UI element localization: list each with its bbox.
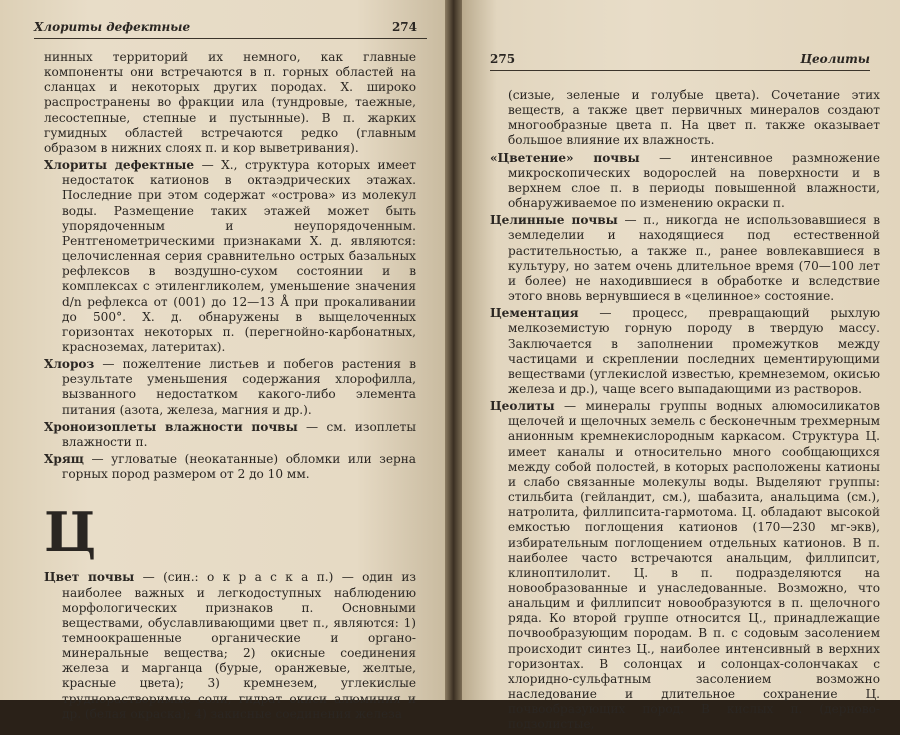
right-page-text [490,88,880,735]
entry-term: Хроноизоплеты влажности почвы [44,419,298,434]
right-running-title: Цеолиты [800,52,870,66]
dictionary-entry [44,158,416,355]
left-running-title: Хлориты дефектные [34,20,191,34]
right-page-header [490,48,870,71]
entry-term: Цеолиты [490,399,555,414]
left-page [0,0,445,721]
dictionary-entry [44,452,416,482]
entry-text: нинных территорий их немного, как главные компоненты они встречаются в п. горных областей на сланцах и некоторых других породах. Х. широко распространены во фракции ила (тундровые, таежные, лесостепные, степные и пустынные). В п. жарких гумидных областей встречаются редко (главным образом в нижних слоях п. и кор выветривания). [44,50,416,155]
book-gutter [445,0,462,700]
dictionary-entry [44,420,416,450]
entry-term: Хлориты дефектные [44,158,195,173]
entry-term: Хрящ [44,452,84,467]
dictionary-entry [490,399,880,732]
entry-term: Цементация [490,306,579,321]
dictionary-entry [490,306,880,397]
entry-text: — п., никогда не использовавшиеся в земледелии и находящиеся под естественной растительностью, а также п., ранее вовлекавшиеся в культуру, но затем очень длительное время (70—100 лет и более) не находившиеся в обработке и вследствие этого вновь вернувшиеся в «целинное» состояние. [508,213,880,304]
entry-text: — (син.: о к р а с к а п.) — один из наиболее важных и легкодоступных наблюдению морфологических признаков п. Основными веществами, обуславливающими цвет п., являются: 1) темноокрашенные органические и органо-минеральные вещества; 2) окисные соединения железа и марганца (бурые, оранжевые, желтые, красные цвета); 3) кремнезем, углекислые труднорастворимые соли, гидрат окиси алюминия и др. (белая окраска); 4) закисные соединения железа [62,570,416,721]
dictionary-entry [490,151,880,212]
left-page-header [34,14,427,39]
entry-text: — см. изоплеты влажности п. [62,419,416,449]
entry-text: — интенсивное размножение микроскопических водорослей на поверхности и в верхнем слое п. в периоды повышенной влажности, обнаруживаемое по изменению окраски п. [508,150,880,211]
dictionary-entry [44,357,416,418]
section-letter: Ц [44,500,97,565]
entry-term: Целинные почвы [490,213,618,228]
entry-text: — Х., структура которых имеет недостаток катионов в октаэдрических этажах. Последние при этом содержат «острова» из молекул воды. Размещение таких этажей может быть упорядоченным и неупорядоченным. Рентгенометрическими признаками Х. д. являются: целочисленная серия сравнительно острых базальных рефлексов в воздушно-сухом состоянии и в комплексах с этиленгликолем, уменьшение значения d/n рефлекса от (001) до 12—13 Å при прокаливании до 500°. Х. д. обнаружены в выщелоченных горизонтах некоторых п. (перегнойно-карбонатных, красноземах, латеритах). [62,158,416,354]
left-page-text [44,50,416,724]
right-page-number: 275 [490,52,516,66]
dictionary-entry [490,213,880,304]
dictionary-entry [44,570,416,722]
dictionary-entry [490,88,880,149]
entry-term: «Цветение» почвы [490,150,640,165]
entry-text: — пожелтение листьев и побегов растения в результате уменьшения содержания хлорофилла, вызванного недостатком какого-либо элемента питания (азота, железа, магния и др.). [62,357,416,417]
right-page [462,0,900,732]
entry-text: (сизые, зеленые и голубые цвета). Сочетание этих веществ, а также цвет первичных минералов создают многообразные цвета п. На цвет п. также оказывает большое влияние их влажность. [508,88,880,148]
dictionary-entry [44,50,416,156]
left-page-number: 274 [391,20,417,34]
entry-term: Цвет почвы [44,570,135,585]
entry-text: — угловатые (неокатанные) обломки или зерна горных пород размером от 2 до 10 мм. [62,452,416,482]
entry-text: — минералы группы водных алюмосиликатов щелочей и щелочных земель с бесконечным трехмерным анионным кремнекислородным каркасом. Структура Ц. имеет каналы и относительно много сообщающихся между собой полостей, в которых расположены катионы и слабо связанные молекулы воды. Выделяют группы: стильбита (гейландит, см.), шабазита, анальцима (см.), натролита, филлипсита-гармотома. Ц. обладают высокой емкостью поглощения катионов (170—230 мг-экв), избирательным поглощением отдельных катионов. В п. наиболее часто встречаются анальцим, филлипсит, клиноптилолит. Ц. в п. подразделяются на новообразованные и унаследованные. Возможно, что анальцим и филлипсит новообразуются в п. щелочного ряда. Ко второй группе относится Ц., принадлежащие почвообразующим породам. В п. с содовым засолением происходит синтез Ц., наиболее интенсивный в верхних горизонтах. В солонцах и солонцах-солончаках с хлоридно-сульфатным засолением возможно наследование и длительное сохранение Ц. почвообразующих пород. В кислых п. (дерново-подзолистые, [508,399,880,732]
entry-term: Хлороз [44,357,95,372]
entry-text: — процесс, превращающий рыхлую мелкоземистую горную породу в твердую массу. Заключается в заполнении промежутков между частицами и скреплении последних цементирующими веществами (углекислой известью, кремнеземом, окисью железа и др.), чаще всего выпадающими из растворов. [508,306,880,396]
